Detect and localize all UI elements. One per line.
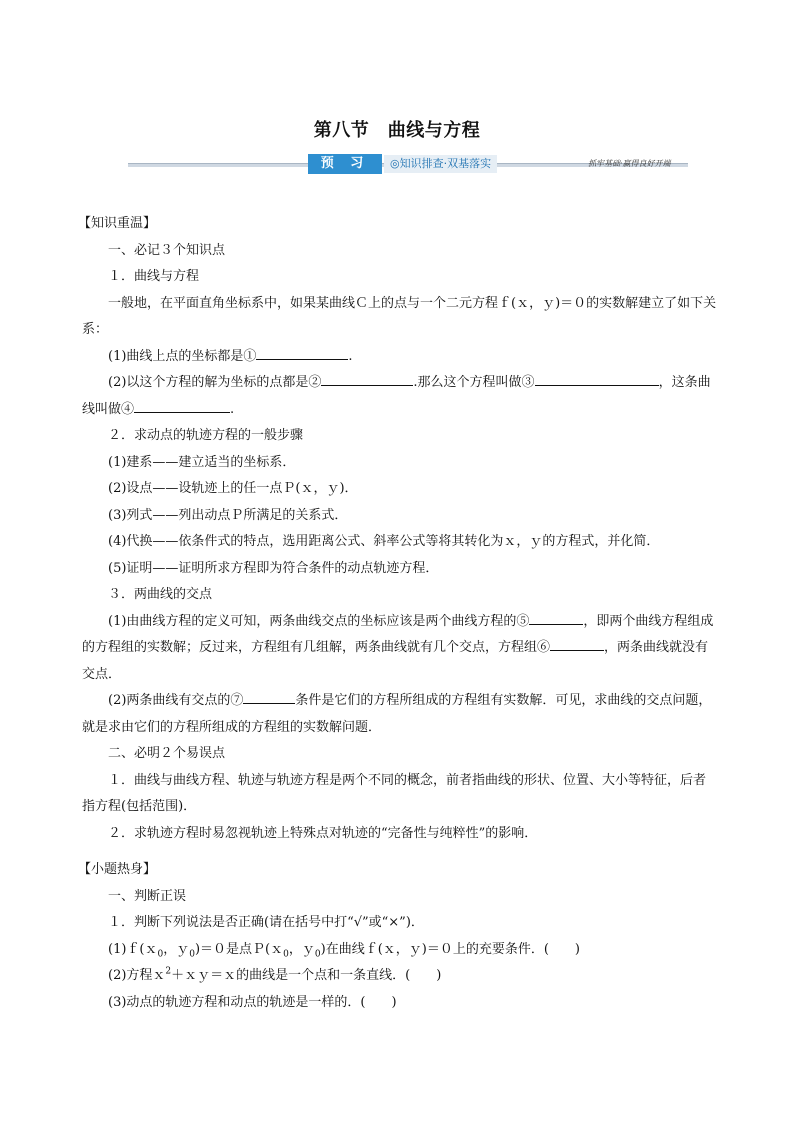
text: .那么这个方程叫做③ — [413, 375, 535, 390]
banner-slogan: 抓牢基础·赢得良好开端 — [588, 159, 671, 168]
paragraph — [82, 370, 718, 423]
paragraph — [82, 688, 718, 741]
paragraph: １．曲线与曲线方程、轨迹与轨迹方程是两个不同的概念，前者指曲线的形状、位置、大小等特征，后者指方程(包括范围)． — [82, 772, 707, 814]
blank-5 — [529, 610, 583, 625]
text: (1)曲线上点的坐标都是① — [108, 348, 257, 364]
text: . — [348, 348, 353, 364]
spacer — [82, 847, 718, 857]
section-banner — [128, 154, 688, 176]
banner-subtitle: ◎知识排查·双基落实 — [384, 155, 497, 173]
blank-3 — [535, 371, 659, 386]
text: 条件是它们的方程所组成的方程组有实数解．可见，求曲线的交点问题，就是求由它们的方程所组成的方程组的实数解问题． — [82, 693, 712, 735]
text: ，即两个曲线方程组成的方程组的实数解；反过来，方程组有几组解，两条曲线就有几个交点，方程组⑥ — [82, 613, 714, 655]
item-title: ３．两曲线的交点 — [108, 587, 213, 602]
question-item: (3)动点的轨迹方程和动点的轨迹是一样的．( ) — [108, 994, 397, 1010]
paragraph: 一般地，在平面直角坐标系中，如果某曲线Ｃ上的点与一个二元方程ｆ(ｘ，ｙ)＝０的实数解建立了如下关系： — [82, 295, 717, 337]
part-heading: 一、必记３个知识点 — [108, 242, 226, 258]
section-heading: 【小题热身】 — [78, 862, 157, 877]
text: )＝０是点Ｐ(ｘ — [194, 941, 284, 957]
text: ，ｙ — [163, 941, 190, 957]
step: (3)列式——列出动点Ｐ所满足的关系式． — [108, 507, 348, 523]
text: (2)两条曲线有交点的⑦ — [108, 693, 244, 708]
paragraph: ２．求轨迹方程时易忽视轨迹上特殊点对轨迹的“完备性与纯粹性”的影响． — [108, 825, 538, 841]
text: (1)ｆ(ｘ — [108, 941, 158, 957]
text: ，ｙ — [288, 941, 315, 957]
blank-2 — [321, 371, 413, 386]
subscript: 0 — [283, 949, 289, 960]
blank-6 — [550, 636, 604, 651]
text: (1)由曲线方程的定义可知，两条曲线交点的坐标应该是两个曲线方程的⑤ — [108, 613, 530, 629]
subscript: 0 — [314, 949, 321, 960]
text: )在曲线ｆ(ｘ，ｙ)＝０上的充要条件．( ) — [320, 941, 580, 957]
document-body — [78, 211, 718, 1016]
blank-1 — [256, 345, 348, 360]
text: (2)以这个方程的解为坐标的点都是② — [108, 375, 322, 390]
step: (5)证明——证明所求方程即为符合条件的动点轨迹方程． — [108, 560, 439, 576]
subscript: 0 — [189, 949, 195, 960]
item-title: ２．求动点的轨迹方程的一般步骤 — [108, 428, 304, 443]
page-title: 第八节 曲线与方程 — [313, 120, 481, 141]
paragraph — [82, 344, 718, 371]
text: ，两条曲线就没有交点． — [82, 640, 709, 682]
question-item — [82, 963, 718, 990]
part-heading: 一、判断正误 — [108, 888, 187, 904]
text: ，这条曲线叫做④ — [82, 375, 711, 417]
banner-tag: 预 习 — [308, 154, 382, 174]
question-intro: １．判断下列说法是否正确(请在括号中打“√”或“×”)． — [108, 915, 424, 930]
item-title: １．曲线与方程 — [108, 269, 200, 284]
question-item — [82, 937, 718, 964]
text: ＋ｘｙ＝ｘ的曲线是一个点和一条直线．( ) — [171, 968, 442, 983]
step: (2)设点——设轨迹上的任一点Ｐ(ｘ，ｙ)． — [108, 481, 358, 496]
paragraph — [82, 609, 718, 689]
text: . — [230, 401, 235, 417]
blank-7 — [243, 689, 295, 704]
blank-4 — [134, 398, 230, 413]
superscript: 2 — [165, 966, 172, 977]
text: (2)方程ｘ — [108, 968, 166, 983]
step: (4)代换——依条件式的特点，选用距离公式、斜率公式等将其转化为ｘ，ｙ的方程式，并化简． — [108, 534, 660, 549]
subscript: 0 — [157, 949, 164, 960]
section-heading: 【知识重温】 — [78, 216, 157, 231]
part-heading: 二、必明２个易误点 — [108, 746, 226, 761]
step: (1)建系——建立适当的坐标系． — [108, 454, 296, 470]
